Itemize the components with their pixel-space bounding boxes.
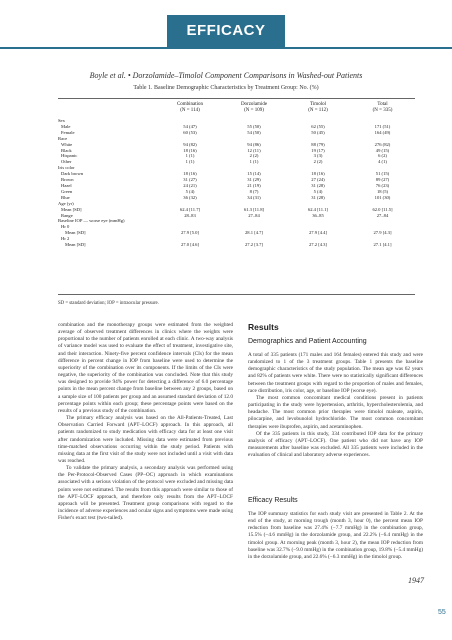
column-header-count: (N = 109) xyxy=(244,108,264,113)
column-header-name: Timolol xyxy=(310,102,326,107)
table-caption: Table 1. Baseline Demographic Characteristics by Treatment Group: No. (%) xyxy=(133,85,319,91)
top-header-band xyxy=(0,0,452,47)
table-header-row xyxy=(58,102,415,114)
table-cell: 51 (15) xyxy=(375,171,390,177)
demographics-table xyxy=(58,102,415,248)
column-header-count: (N = 335) xyxy=(372,108,393,113)
table-cell: 101 (30) xyxy=(374,194,391,200)
table-top-rule xyxy=(58,98,415,99)
body-paragraph: The primary efficacy analysis was based on the All-Patients-Treated, Last Observation Carried Forward (APT–LOCF) approach. In this approach, all patients randomized to study medication with efficacy data for at least one visit after randomization were included. Missing data were estimated from previous time-matched observations occurring within the study period. Patients with missing data at the first visit of the study were not included until a visit with data was reached. xyxy=(58,415,233,464)
table-cell: 5 (4) xyxy=(185,188,195,194)
row-label: Sex xyxy=(58,118,65,123)
efficacy-heading: Efficacy Results xyxy=(248,497,298,504)
table-cell: 27.9 [4.4] xyxy=(309,230,327,236)
table-cell: 1 (1) xyxy=(185,159,195,165)
page-number: 55 xyxy=(438,609,446,616)
row-label: Mean [SD] xyxy=(61,206,82,212)
row-label: Race xyxy=(58,135,68,141)
table-cell: 27.2 [4.3] xyxy=(309,242,327,248)
table-cell: 15 (14) xyxy=(247,171,261,177)
journal-page-number: 1947 xyxy=(408,576,424,585)
table-cell: 171 (51) xyxy=(374,123,391,129)
table-cell: 62.0 [11.5] xyxy=(372,206,393,212)
column-header xyxy=(286,102,350,114)
table-cell: 27.0 [4.6] xyxy=(181,242,199,248)
row-label: Green xyxy=(61,188,73,194)
bottom-band xyxy=(0,590,452,640)
header-rule xyxy=(0,47,452,49)
table-cell: 6 (2) xyxy=(378,153,387,159)
row-label: Male xyxy=(61,123,71,129)
row-label: Blue xyxy=(61,194,70,200)
table-cell: 88 (79) xyxy=(311,141,325,147)
body-paragraph: The IOP summary statistics for each study visit are presented in Table 2. At the end of the study, at morning trough (month 3, hour 0), the percent mean IOP reduction from baseline was 27.4% (−7.7 mmHg) in the combination group, 15.5% (−4.6 mmHg) in the dorzolamide group, and 22.2% (−6.4 mmHg) in the timolol group. At morning peak (month 3, hour 2), the mean IOP reduction from baseline was 32.7% (−9.0 mmHg) in the combination group, 19.8% (−5.4 mmHg) in the dorzolamide group, and 22.6% (−6.3 mmHg) in the timolol group. xyxy=(248,511,423,560)
table-footnote: SD = standard deviation; IOP = intraocular pressure. xyxy=(58,301,159,306)
row-label: Hispanic xyxy=(61,153,78,159)
body-paragraph: combination and the monotherapy groups were estimated from the weighted average of observed treatment differences in clinics where the weights were proportional to the number of patients enrolled at each clinic. A two-way analysis of variance model was used to evaluate the effect of treatment, investigative site, and their interaction. Ninety-five percent confidence intervals (CIs) for the mean difference in percent change in IOP from baseline were used to determine the superiority of the combination over its components. If the limits of the CIs were negative, the superiority of the combination was concluded. Note that this study was designed to provide 94% power for detecting a difference of 6.0 percentage points in the mean percent change from baseline between any 2 groups, based on a sample size of 100 patients per group and an assumed standard deviation of 12.0 percentage points within each group; these percentage points were based on the results of a previous study of the combination. xyxy=(58,322,233,414)
table-cell: 28–83 xyxy=(184,212,196,218)
table-cell: 62.4 [11.1] xyxy=(307,206,329,212)
row-label: Mean [SD] xyxy=(65,242,86,248)
table-cell: 36–85 xyxy=(312,212,324,218)
table-bottom-rule xyxy=(58,294,415,295)
table-cell: 28.1 [4.7] xyxy=(245,230,263,236)
table-cell: 31 (29) xyxy=(247,177,261,183)
table-cell: 54 (47) xyxy=(183,123,197,129)
table-cell: 76 (23) xyxy=(375,182,390,188)
table-cell: 27.1 [4.1] xyxy=(373,242,392,248)
table-cell: 1 (1) xyxy=(185,153,195,159)
table-cell: 31 (28) xyxy=(311,182,325,188)
section-banner: EFFICACY xyxy=(167,15,285,47)
column-header xyxy=(350,102,415,114)
table-cell: 4 (1) xyxy=(378,159,387,165)
body-paragraph: Of the 335 patients in this study, 334 contributed IOP data for the primary analysis of efficacy (APT–LOCF). One patient who did not have any IOP measurements after baseline was excluded. All 335 patients were included in the evaluation of clinical and laboratory adverse experiences. xyxy=(248,430,423,459)
column-header xyxy=(158,102,222,114)
column-header-count: (N = 112) xyxy=(308,108,328,113)
table-cell: 18 (16) xyxy=(311,171,325,177)
column-header xyxy=(222,102,286,114)
table-cell: 54 (50) xyxy=(247,129,261,135)
table-cell: 31 (27) xyxy=(183,177,197,183)
table-cell: 21 (19) xyxy=(247,182,261,188)
table-cell: 276 (82) xyxy=(374,141,391,147)
table-cell: 31 (28) xyxy=(311,194,325,200)
column-header-name: Total xyxy=(377,102,388,107)
table-cell: 27.9 [5.0] xyxy=(181,230,199,236)
row-label: Age (yr) xyxy=(58,200,74,206)
table-cell: 18 (16) xyxy=(183,147,197,153)
demographics-text xyxy=(248,352,423,459)
table-cell: 94 (82) xyxy=(183,141,197,147)
table-cell: 8 (7) xyxy=(249,188,259,194)
body-paragraph: To validate the primary analysis, a secondary analysis was performed using the Per-Protocol-Observed Cases (PP–OC) approach in which examinations associated with a serious violation of the protocol were excluded and missing data points were not estimated. The results from this approach were similar to those of the APT–LOCF approach, and therefore only results from the APT–LOCF approach will be presented. Treatment group comparisons with regard to the incidence of adverse experiences and ocular signs and symptoms were made using Fisher's exact test (two-tailed). xyxy=(58,465,233,522)
results-heading: Results xyxy=(248,322,279,332)
table-cell: 18 (16) xyxy=(183,171,197,177)
running-head: Boyle et al. • Dorzolamide–Timolol Component Comparisons in Washed-out Patients xyxy=(89,71,363,80)
row-label: Black xyxy=(61,147,72,153)
table-cell: 3 (3) xyxy=(313,153,323,159)
column-header-name: Dorzolamide xyxy=(240,102,268,107)
table-cell: 164 (49) xyxy=(374,129,391,135)
row-label: Other xyxy=(61,159,72,165)
demographics-heading: Demographics and Patient Accounting xyxy=(248,338,367,345)
table-cell: 27–84 xyxy=(248,212,260,218)
table-cell: 27.9 [4.3] xyxy=(373,230,392,236)
table-cell: 55 (50) xyxy=(247,123,261,129)
table-cell: 61.3 [11.8] xyxy=(243,206,265,212)
table-cell: 1 (1) xyxy=(249,159,259,165)
body-paragraph: A total of 335 patients (171 males and 164 females) entered this study and were randomized to 1 of the 3 treatment groups. Table 1 presents the baseline demographic characteristics of the study population. The mean age was 62 years and 82% of patients were white. There were no statistically significant differences between the treatment groups with regard to the proportion of males and females, race distribution, iris color, age, or baseline IOP (worse eye). xyxy=(248,352,423,394)
column-header-count: (N = 114) xyxy=(180,108,200,113)
table-cell: 34 (31) xyxy=(247,194,261,200)
table-row xyxy=(58,242,415,248)
table-cell: 89 (27) xyxy=(375,177,390,183)
efficacy-text xyxy=(248,511,423,561)
row-label: Hr 2 xyxy=(61,236,70,242)
row-label: Mean [SD] xyxy=(65,230,86,236)
table-cell: 62.4 [11.7] xyxy=(179,206,201,212)
header-blank xyxy=(58,102,158,114)
row-label: Dark brown xyxy=(61,171,84,177)
table-cell: 24 (21) xyxy=(183,182,197,188)
row-label: Range xyxy=(61,212,73,218)
table-cell: 27–84 xyxy=(376,212,389,218)
table-cell: 62 (55) xyxy=(311,123,325,129)
table-cell: 94 (86) xyxy=(247,141,261,147)
table-cell: 2 (2) xyxy=(249,153,259,159)
table-cell: 5 (4) xyxy=(313,188,323,194)
row-label: Hazel xyxy=(61,182,72,188)
row-label: Brown xyxy=(61,177,74,183)
table-cell: 2 (2) xyxy=(313,159,323,165)
table-cell: 49 (15) xyxy=(375,147,390,153)
row-label: Baseline IOP — worse eye (mmHg) xyxy=(58,218,125,224)
table-cell: 19 (17) xyxy=(311,147,325,153)
table-cell: 60 (53) xyxy=(183,129,197,135)
row-label: Female xyxy=(61,129,75,135)
table-cell: 36 (32) xyxy=(183,194,197,200)
table-cell: 27 (24) xyxy=(311,177,325,183)
row-label: Iris color xyxy=(58,165,75,171)
body-paragraph: The most common concomitant medical conditions present in patients participating in the study were hypertension, arthritis, hypercholesterolemia, and headache. The most common prior therapies were timolol maleate, aspirin, pilocarpine, and levobunolol hydrochloride. The most common concomitant therapies were ibuprofen, aspirin, and acetaminophen. xyxy=(248,394,423,430)
row-label: Hr 0 xyxy=(61,224,70,230)
column-header-name: Combination xyxy=(176,102,204,107)
table-cell: 12 (11) xyxy=(247,147,261,153)
row-label: White xyxy=(61,141,73,147)
table-cell: 18 (5) xyxy=(376,188,389,194)
table-cell: 27.2 [3.7] xyxy=(245,242,263,248)
table-cell: 50 (45) xyxy=(311,129,325,135)
left-column-text xyxy=(58,322,233,522)
